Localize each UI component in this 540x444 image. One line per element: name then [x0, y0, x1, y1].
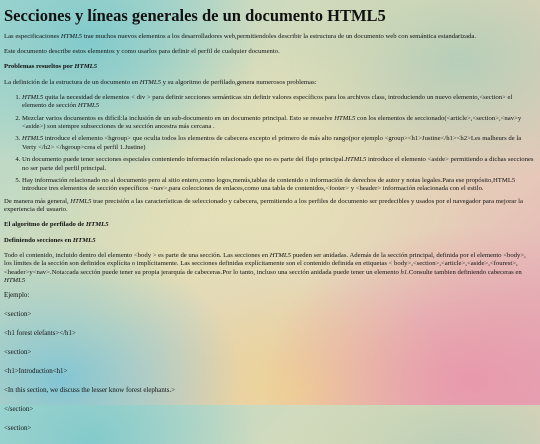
defining-paragraph: Todo el contenido, incluido dentro del elemento <body > es parte de una sección. Las secciones en HTML5 pueden ser anidadas. Además de la sección principal, definida por el elemento <body>, los límites de la sección son definidos explícita o implícitamente. Las secciones definidas explícitamente son el contenido definida en etiquetas < body>,<section>,<article>,<aside>,<fourest>,<header>y<nav>.Nota:cada sección puede tener su propia jerarquía de cabeceras.Por lo tanto, incluso una sección anidada puede tener un elemento h1.Consulte tambien definiendo cabeceras en HTML5: [4, 251, 526, 285]
list-item: 2. Mezclar varios documentos es difícil:la inclusión de un sub-documento en un documento principal. Esto se resuelve HTML5 con los elementos de seccionado(<article>,<section>,<nav>y <aside>) son siempre subsecciones de su sección ancestra más cercana .: [22, 115, 534, 132]
code-line: <section>: [4, 349, 32, 357]
list-item: 5. Hay información relacionado no al documento pero al sitio entero,como logos,menús,tablas de contenido o información de derechos de autor y notas legales.Para ese propósito,HTML5 introduce tres elementos de sección específicos <nav>,para colecciones de enlaces,como una tabla de contenidos,<footer> y <header> información relacionada con el estilo.: [22, 177, 534, 194]
code-line: <h1>Introduction<h1>: [4, 367, 68, 375]
algorithm-heading: El algoritmo de perfilado de HTML5: [4, 221, 109, 229]
code-line: <In this section, we discuss the lesser know forest elephants.>: [4, 386, 176, 394]
list-item: 4. Un documento puede tener secciones especiales conteniendo información relacionado que no es parte del flujo principal.HTML5 introduce el elemento <aside> permitiendo a dichas secciones no ser parte del perfil principal.: [22, 156, 534, 173]
intro-paragraph: Las especificaciones HTML5 trae muchos nuevos elementos a los desarrolladores web,permitiendoles describir la estructura de un documento web con semántica estandarizada.: [4, 33, 477, 40]
list-item: 1. HTML5 quita la necesidad de elementos < div > para definir secciones semánticas sin definir valores específicos para los archivos class, introduciendo un nuevo elemento,<section> el elemento de sección HTML5: [22, 94, 534, 111]
problems-list: [4, 94, 534, 194]
problems-heading: Problemas resueltos por HTML5: [4, 63, 98, 71]
example-label: Ejemplo:: [4, 292, 30, 300]
problems-intro: La definición de la estructura de un documento en HTML5 y su algoritmo de perfilado,genera numerosos problemas:: [4, 78, 317, 86]
code-line: </section>: [4, 405, 34, 413]
code-line: <section>: [4, 424, 32, 432]
code-line: <h1 forest elefants></h1>: [4, 330, 76, 338]
page-title: Secciones y líneas generales de un documento HTML5: [4, 6, 386, 25]
summary-paragraph: De manera más general, HTML5 trae precisión a las características de seleccionado y cabecera, permitiendo a los perfiles de documento ser predecibles y usados por el navegador para mejorar la experiencia del usuario.: [4, 197, 524, 214]
code-line: <section>: [4, 311, 32, 319]
list-item: 3. HTML5 introduce el elemento <hgroup> que oculta todos los elementos de cabecera excepto el primero de más alto rango(por ejemplo <group><h1>Justine</h1><h2>Les malheurs de la Verty </h2> </hgroup>crea el perfil 1.Justine): [22, 135, 534, 152]
document-page: [4, 6, 534, 444]
defining-heading: Definiendo secciones en HTML5: [4, 236, 96, 244]
intro-paragraph-2: Este documento describe estos elementos y como usarlos para definir el perfil de cualquier documento.: [4, 48, 280, 56]
